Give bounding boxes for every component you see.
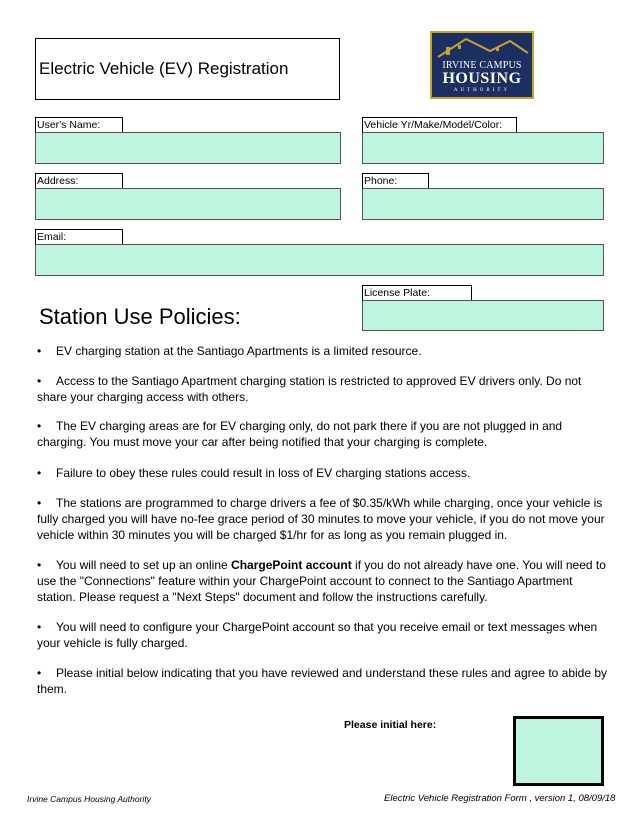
policy-item <box>37 665 612 697</box>
license-plate-label: License Plate: <box>362 285 472 301</box>
users-name-field[interactable] <box>35 132 341 164</box>
policy-item <box>37 495 612 543</box>
logo-line-3: AUTHORITY <box>453 88 511 93</box>
license-plate-field[interactable] <box>362 300 604 331</box>
chargepoint-account-emphasis: ChargePoint account <box>231 558 352 572</box>
policy-item <box>37 557 612 605</box>
policy-text: Failure to obey these rules could result in loss of EV charging stations access. <box>56 466 471 480</box>
logo-line-2: HOUSING <box>442 70 522 87</box>
policy-text: Please initial below indicating that you have reviewed and understand these rules and agree to abide by them. <box>37 666 608 696</box>
policy-text: The stations are programmed to charge drivers a fee of $0.35/kWh while charging, once your vehicle is fully charged you will have no-fee grace period of 30 minutes to move your vehicle, if you do not move your vehicle within 30 minutes you will be charged $1/hr for as long as you remain plugged in. <box>37 496 605 542</box>
bullet: • <box>37 374 42 388</box>
bullet: • <box>37 344 42 358</box>
policy-item <box>37 418 612 450</box>
policy-text: if you do not already have one. You will need to use the "Connections" feature within your ChargePoint account to connect to the Santiago Apartment station. Please request a "Next Steps" document and follow the instructions carefully. <box>37 558 606 604</box>
vehicle-label: Vehicle Yr/Make/Model/Color: <box>362 117 517 133</box>
form-title-text: Electric Vehicle (EV) Registration <box>39 59 289 78</box>
phone-label: Phone: <box>362 173 429 189</box>
initial-field[interactable] <box>513 716 604 786</box>
bullet: • <box>37 558 42 572</box>
policy-item <box>37 619 612 651</box>
address-label: Address: <box>35 173 123 189</box>
initial-label: Please initial here: <box>344 719 437 731</box>
bullet: • <box>37 496 42 510</box>
logo-line-1: IRVINE CAMPUS <box>442 60 522 71</box>
policy-item <box>37 343 612 359</box>
email-field[interactable] <box>35 244 604 276</box>
bullet: • <box>37 419 42 433</box>
email-label: Email: <box>35 229 123 245</box>
footer-organization: Irvine Campus Housing Authority <box>27 794 151 804</box>
policy-text: Access to the Santiago Apartment charging station is restricted to approved EV drivers only. Do not share your charging access with others. <box>37 374 582 404</box>
policy-text: The EV charging areas are for EV charging only, do not park there if you are not plugged in and charging. You must move your car after being notified that your charging is complete. <box>37 419 563 449</box>
policy-text: EV charging station at the Santiago Apartments is a limited resource. <box>56 344 422 358</box>
users-name-label: User's Name: <box>35 117 123 133</box>
vehicle-field[interactable] <box>362 132 604 164</box>
phone-field[interactable] <box>362 188 604 220</box>
address-field[interactable] <box>35 188 341 220</box>
policy-item <box>37 373 612 405</box>
form-title <box>35 38 340 100</box>
house-roof-icon <box>432 33 532 63</box>
policy-item <box>37 465 612 481</box>
footer-form-version: Electric Vehicle Registration Form , version 1, 08/09/18 <box>384 793 616 804</box>
policy-text: You will need to set up an online <box>56 558 232 572</box>
bullet: • <box>37 666 42 680</box>
housing-authority-logo <box>430 31 534 99</box>
policy-text: You will need to configure your ChargePoint account so that you receive email or text messages when your vehicle is fully charged. <box>37 620 598 650</box>
policies-heading: Station Use Policies: <box>39 304 241 329</box>
bullet: • <box>37 620 42 634</box>
bullet: • <box>37 466 42 480</box>
